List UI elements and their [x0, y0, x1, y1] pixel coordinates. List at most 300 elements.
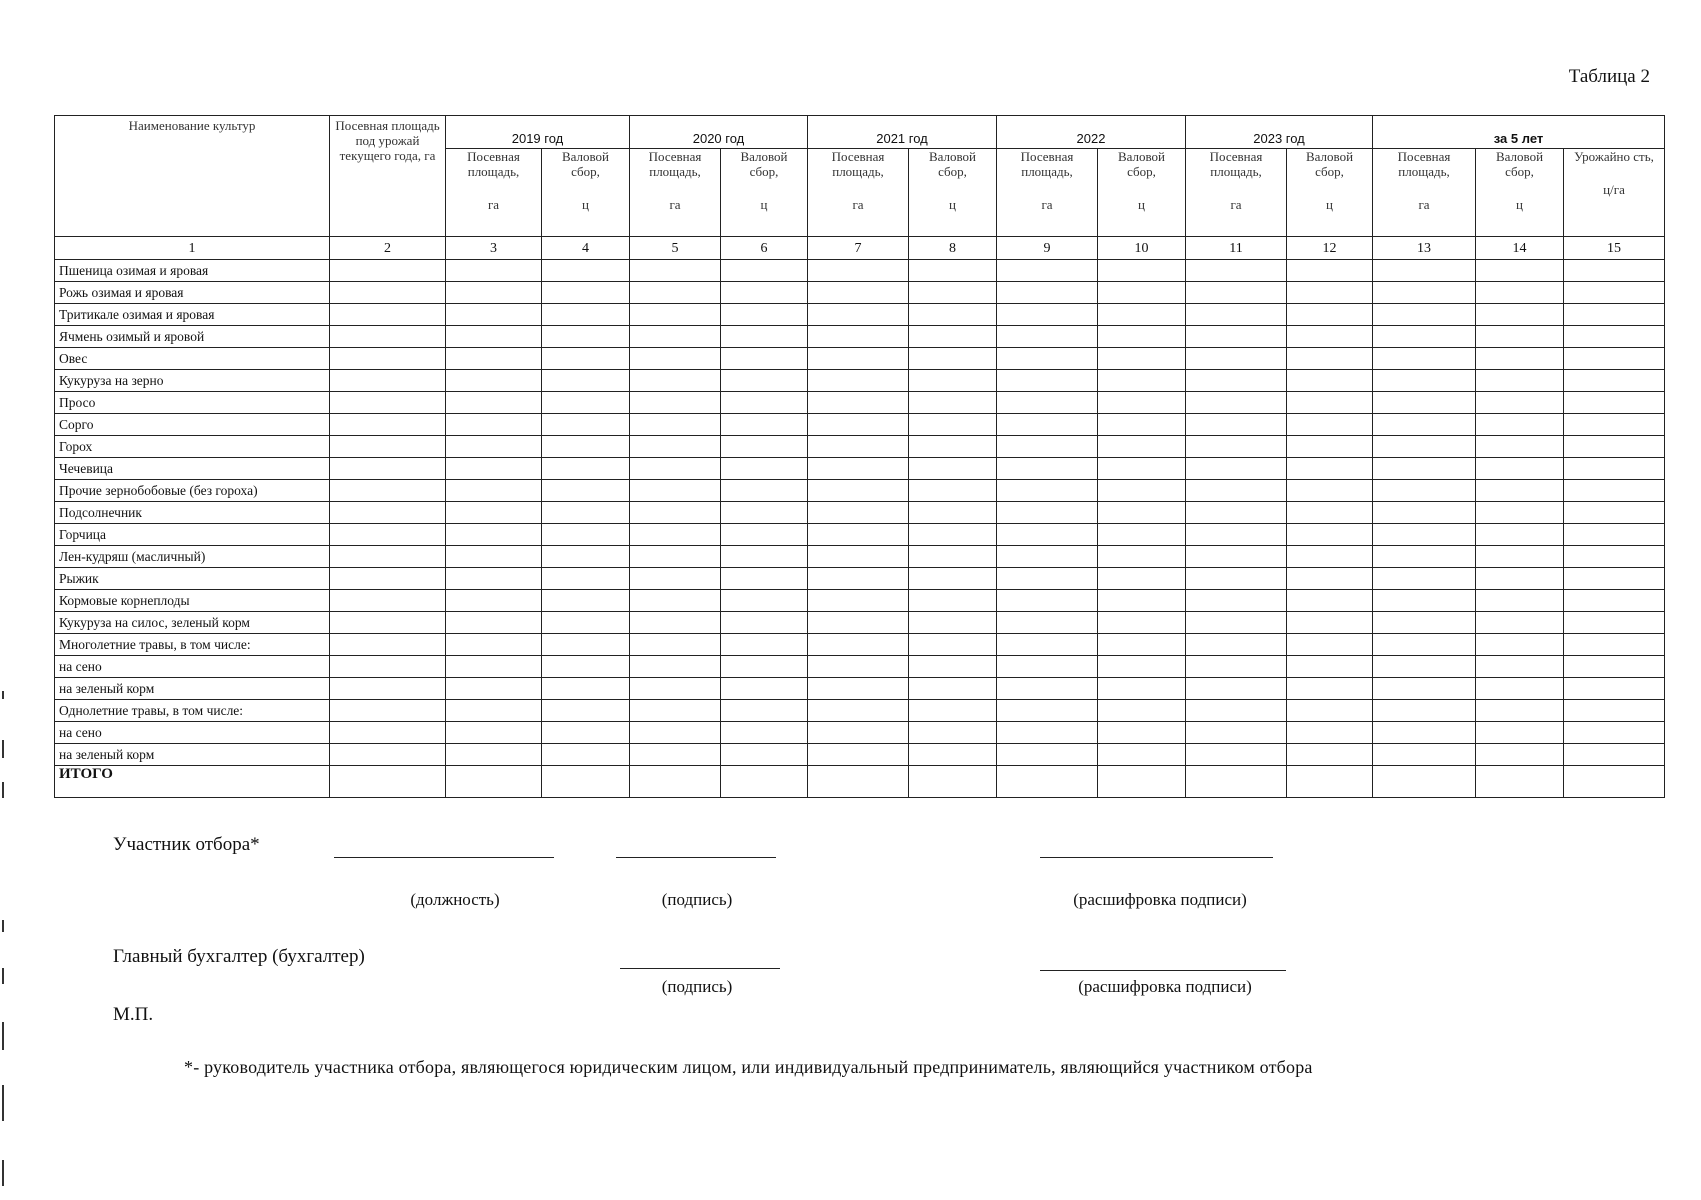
empty-cell[interactable] — [1476, 766, 1564, 798]
empty-cell[interactable] — [808, 722, 909, 744]
empty-cell[interactable] — [1098, 326, 1186, 348]
empty-cell[interactable] — [630, 744, 721, 766]
empty-cell[interactable] — [1186, 634, 1287, 656]
empty-cell[interactable] — [1287, 304, 1373, 326]
empty-cell[interactable] — [1373, 634, 1476, 656]
empty-cell[interactable] — [630, 502, 721, 524]
empty-cell[interactable] — [446, 436, 542, 458]
empty-cell[interactable] — [630, 612, 721, 634]
empty-cell[interactable] — [630, 700, 721, 722]
empty-cell[interactable] — [1476, 260, 1564, 282]
empty-cell[interactable] — [1098, 700, 1186, 722]
empty-cell[interactable] — [808, 568, 909, 590]
empty-cell[interactable] — [1098, 546, 1186, 568]
empty-cell[interactable] — [446, 348, 542, 370]
empty-cell[interactable] — [1098, 766, 1186, 798]
empty-cell[interactable] — [330, 634, 446, 656]
empty-cell[interactable] — [542, 524, 630, 546]
empty-cell[interactable] — [542, 634, 630, 656]
empty-cell[interactable] — [542, 392, 630, 414]
empty-cell[interactable] — [1287, 678, 1373, 700]
empty-cell[interactable] — [1186, 700, 1287, 722]
empty-cell[interactable] — [909, 612, 997, 634]
empty-cell[interactable] — [721, 700, 808, 722]
empty-cell[interactable] — [542, 568, 630, 590]
empty-cell[interactable] — [909, 678, 997, 700]
empty-cell[interactable] — [446, 568, 542, 590]
empty-cell[interactable] — [446, 458, 542, 480]
empty-cell[interactable] — [1186, 348, 1287, 370]
empty-cell[interactable] — [1098, 568, 1186, 590]
empty-cell[interactable] — [1287, 370, 1373, 392]
empty-cell[interactable] — [1287, 436, 1373, 458]
empty-cell[interactable] — [1287, 634, 1373, 656]
empty-cell[interactable] — [330, 326, 446, 348]
empty-cell[interactable] — [1098, 590, 1186, 612]
empty-cell[interactable] — [330, 282, 446, 304]
empty-cell[interactable] — [1564, 304, 1665, 326]
empty-cell[interactable] — [997, 304, 1098, 326]
empty-cell[interactable] — [1098, 480, 1186, 502]
empty-cell[interactable] — [542, 370, 630, 392]
empty-cell[interactable] — [630, 656, 721, 678]
empty-cell[interactable] — [1476, 744, 1564, 766]
empty-cell[interactable] — [542, 282, 630, 304]
empty-cell[interactable] — [330, 612, 446, 634]
empty-cell[interactable] — [997, 568, 1098, 590]
empty-cell[interactable] — [721, 458, 808, 480]
empty-cell[interactable] — [808, 348, 909, 370]
empty-cell[interactable] — [1564, 568, 1665, 590]
empty-cell[interactable] — [330, 678, 446, 700]
empty-cell[interactable] — [446, 766, 542, 798]
empty-cell[interactable] — [1186, 766, 1287, 798]
empty-cell[interactable] — [1476, 282, 1564, 304]
empty-cell[interactable] — [446, 524, 542, 546]
empty-cell[interactable] — [446, 480, 542, 502]
empty-cell[interactable] — [1564, 370, 1665, 392]
empty-cell[interactable] — [1287, 326, 1373, 348]
empty-cell[interactable] — [1564, 766, 1665, 798]
empty-cell[interactable] — [1186, 304, 1287, 326]
empty-cell[interactable] — [1476, 304, 1564, 326]
empty-cell[interactable] — [542, 656, 630, 678]
empty-cell[interactable] — [1186, 392, 1287, 414]
empty-cell[interactable] — [446, 700, 542, 722]
empty-cell[interactable] — [997, 326, 1098, 348]
empty-cell[interactable] — [630, 326, 721, 348]
empty-cell[interactable] — [808, 700, 909, 722]
empty-cell[interactable] — [542, 436, 630, 458]
empty-cell[interactable] — [1098, 348, 1186, 370]
empty-cell[interactable] — [542, 744, 630, 766]
empty-cell[interactable] — [909, 502, 997, 524]
empty-cell[interactable] — [808, 458, 909, 480]
empty-cell[interactable] — [1373, 546, 1476, 568]
empty-cell[interactable] — [721, 436, 808, 458]
empty-cell[interactable] — [997, 634, 1098, 656]
empty-cell[interactable] — [1564, 744, 1665, 766]
empty-cell[interactable] — [330, 480, 446, 502]
empty-cell[interactable] — [446, 546, 542, 568]
empty-cell[interactable] — [909, 766, 997, 798]
empty-cell[interactable] — [1098, 304, 1186, 326]
empty-cell[interactable] — [909, 744, 997, 766]
empty-cell[interactable] — [721, 414, 808, 436]
empty-cell[interactable] — [721, 348, 808, 370]
empty-cell[interactable] — [630, 304, 721, 326]
empty-cell[interactable] — [1564, 722, 1665, 744]
empty-cell[interactable] — [1186, 590, 1287, 612]
empty-cell[interactable] — [1098, 524, 1186, 546]
empty-cell[interactable] — [1373, 590, 1476, 612]
empty-cell[interactable] — [330, 700, 446, 722]
empty-cell[interactable] — [630, 348, 721, 370]
empty-cell[interactable] — [1476, 392, 1564, 414]
empty-cell[interactable] — [997, 546, 1098, 568]
empty-cell[interactable] — [808, 612, 909, 634]
empty-cell[interactable] — [1564, 480, 1665, 502]
empty-cell[interactable] — [721, 590, 808, 612]
empty-cell[interactable] — [1476, 370, 1564, 392]
empty-cell[interactable] — [721, 326, 808, 348]
empty-cell[interactable] — [1476, 326, 1564, 348]
empty-cell[interactable] — [330, 414, 446, 436]
empty-cell[interactable] — [721, 568, 808, 590]
empty-cell[interactable] — [808, 326, 909, 348]
empty-cell[interactable] — [909, 260, 997, 282]
empty-cell[interactable] — [1564, 524, 1665, 546]
empty-cell[interactable] — [997, 480, 1098, 502]
empty-cell[interactable] — [1098, 722, 1186, 744]
empty-cell[interactable] — [721, 392, 808, 414]
empty-cell[interactable] — [1098, 656, 1186, 678]
empty-cell[interactable] — [542, 590, 630, 612]
empty-cell[interactable] — [446, 304, 542, 326]
empty-cell[interactable] — [808, 502, 909, 524]
empty-cell[interactable] — [1564, 436, 1665, 458]
empty-cell[interactable] — [1564, 656, 1665, 678]
empty-cell[interactable] — [808, 304, 909, 326]
empty-cell[interactable] — [997, 612, 1098, 634]
empty-cell[interactable] — [1287, 568, 1373, 590]
empty-cell[interactable] — [542, 260, 630, 282]
empty-cell[interactable] — [542, 480, 630, 502]
empty-cell[interactable] — [330, 458, 446, 480]
empty-cell[interactable] — [630, 414, 721, 436]
empty-cell[interactable] — [808, 678, 909, 700]
empty-cell[interactable] — [1564, 414, 1665, 436]
empty-cell[interactable] — [1186, 414, 1287, 436]
empty-cell[interactable] — [909, 722, 997, 744]
empty-cell[interactable] — [330, 546, 446, 568]
empty-cell[interactable] — [721, 678, 808, 700]
empty-cell[interactable] — [1373, 260, 1476, 282]
empty-cell[interactable] — [630, 634, 721, 656]
empty-cell[interactable] — [542, 502, 630, 524]
empty-cell[interactable] — [1186, 502, 1287, 524]
empty-cell[interactable] — [630, 370, 721, 392]
empty-cell[interactable] — [721, 304, 808, 326]
empty-cell[interactable] — [330, 656, 446, 678]
empty-cell[interactable] — [808, 590, 909, 612]
empty-cell[interactable] — [721, 546, 808, 568]
empty-cell[interactable] — [1186, 744, 1287, 766]
empty-cell[interactable] — [630, 590, 721, 612]
empty-cell[interactable] — [1476, 722, 1564, 744]
empty-cell[interactable] — [1098, 370, 1186, 392]
empty-cell[interactable] — [1287, 260, 1373, 282]
empty-cell[interactable] — [1186, 480, 1287, 502]
empty-cell[interactable] — [630, 678, 721, 700]
empty-cell[interactable] — [1287, 722, 1373, 744]
empty-cell[interactable] — [808, 480, 909, 502]
empty-cell[interactable] — [909, 436, 997, 458]
empty-cell[interactable] — [808, 414, 909, 436]
empty-cell[interactable] — [1287, 392, 1373, 414]
empty-cell[interactable] — [1373, 678, 1476, 700]
empty-cell[interactable] — [542, 546, 630, 568]
empty-cell[interactable] — [1564, 678, 1665, 700]
empty-cell[interactable] — [446, 282, 542, 304]
empty-cell[interactable] — [997, 590, 1098, 612]
empty-cell[interactable] — [909, 480, 997, 502]
empty-cell[interactable] — [542, 414, 630, 436]
empty-cell[interactable] — [1186, 612, 1287, 634]
empty-cell[interactable] — [1098, 612, 1186, 634]
empty-cell[interactable] — [1098, 634, 1186, 656]
empty-cell[interactable] — [1098, 436, 1186, 458]
empty-cell[interactable] — [1564, 260, 1665, 282]
empty-cell[interactable] — [997, 502, 1098, 524]
empty-cell[interactable] — [630, 524, 721, 546]
empty-cell[interactable] — [909, 414, 997, 436]
empty-cell[interactable] — [997, 260, 1098, 282]
empty-cell[interactable] — [1186, 678, 1287, 700]
empty-cell[interactable] — [446, 590, 542, 612]
empty-cell[interactable] — [808, 260, 909, 282]
empty-cell[interactable] — [446, 370, 542, 392]
empty-cell[interactable] — [330, 392, 446, 414]
empty-cell[interactable] — [1373, 326, 1476, 348]
empty-cell[interactable] — [909, 524, 997, 546]
empty-cell[interactable] — [630, 392, 721, 414]
empty-cell[interactable] — [542, 348, 630, 370]
empty-cell[interactable] — [808, 546, 909, 568]
empty-cell[interactable] — [1098, 282, 1186, 304]
empty-cell[interactable] — [1564, 502, 1665, 524]
empty-cell[interactable] — [997, 436, 1098, 458]
empty-cell[interactable] — [330, 744, 446, 766]
empty-cell[interactable] — [330, 260, 446, 282]
empty-cell[interactable] — [721, 524, 808, 546]
empty-cell[interactable] — [542, 458, 630, 480]
empty-cell[interactable] — [542, 612, 630, 634]
empty-cell[interactable] — [542, 304, 630, 326]
empty-cell[interactable] — [997, 414, 1098, 436]
empty-cell[interactable] — [1098, 392, 1186, 414]
empty-cell[interactable] — [997, 656, 1098, 678]
empty-cell[interactable] — [1098, 414, 1186, 436]
empty-cell[interactable] — [1287, 414, 1373, 436]
empty-cell[interactable] — [446, 634, 542, 656]
empty-cell[interactable] — [1564, 326, 1665, 348]
empty-cell[interactable] — [446, 326, 542, 348]
empty-cell[interactable] — [630, 546, 721, 568]
empty-cell[interactable] — [909, 458, 997, 480]
empty-cell[interactable] — [997, 678, 1098, 700]
empty-cell[interactable] — [997, 744, 1098, 766]
empty-cell[interactable] — [909, 634, 997, 656]
empty-cell[interactable] — [1564, 590, 1665, 612]
empty-cell[interactable] — [1373, 612, 1476, 634]
empty-cell[interactable] — [1186, 370, 1287, 392]
empty-cell[interactable] — [808, 656, 909, 678]
empty-cell[interactable] — [1287, 502, 1373, 524]
empty-cell[interactable] — [1098, 744, 1186, 766]
empty-cell[interactable] — [446, 612, 542, 634]
empty-cell[interactable] — [446, 502, 542, 524]
empty-cell[interactable] — [1476, 546, 1564, 568]
empty-cell[interactable] — [1564, 458, 1665, 480]
empty-cell[interactable] — [1373, 458, 1476, 480]
empty-cell[interactable] — [1186, 458, 1287, 480]
empty-cell[interactable] — [330, 524, 446, 546]
empty-cell[interactable] — [1476, 458, 1564, 480]
empty-cell[interactable] — [1476, 590, 1564, 612]
empty-cell[interactable] — [542, 700, 630, 722]
empty-cell[interactable] — [1287, 766, 1373, 798]
empty-cell[interactable] — [909, 348, 997, 370]
empty-cell[interactable] — [1564, 392, 1665, 414]
empty-cell[interactable] — [909, 700, 997, 722]
empty-cell[interactable] — [808, 634, 909, 656]
empty-cell[interactable] — [542, 766, 630, 798]
empty-cell[interactable] — [1287, 282, 1373, 304]
empty-cell[interactable] — [1373, 722, 1476, 744]
empty-cell[interactable] — [1373, 304, 1476, 326]
empty-cell[interactable] — [1373, 436, 1476, 458]
empty-cell[interactable] — [721, 612, 808, 634]
empty-cell[interactable] — [909, 568, 997, 590]
empty-cell[interactable] — [1186, 524, 1287, 546]
empty-cell[interactable] — [446, 678, 542, 700]
empty-cell[interactable] — [1098, 458, 1186, 480]
empty-cell[interactable] — [1186, 260, 1287, 282]
empty-cell[interactable] — [1476, 634, 1564, 656]
empty-cell[interactable] — [1098, 678, 1186, 700]
empty-cell[interactable] — [1476, 612, 1564, 634]
empty-cell[interactable] — [997, 766, 1098, 798]
empty-cell[interactable] — [1373, 348, 1476, 370]
empty-cell[interactable] — [1186, 436, 1287, 458]
empty-cell[interactable] — [1373, 480, 1476, 502]
empty-cell[interactable] — [1476, 502, 1564, 524]
empty-cell[interactable] — [630, 722, 721, 744]
empty-cell[interactable] — [630, 568, 721, 590]
empty-cell[interactable] — [1287, 348, 1373, 370]
empty-cell[interactable] — [1373, 282, 1476, 304]
empty-cell[interactable] — [1564, 634, 1665, 656]
empty-cell[interactable] — [630, 436, 721, 458]
empty-cell[interactable] — [1373, 766, 1476, 798]
empty-cell[interactable] — [1373, 392, 1476, 414]
empty-cell[interactable] — [997, 458, 1098, 480]
empty-cell[interactable] — [721, 744, 808, 766]
empty-cell[interactable] — [808, 766, 909, 798]
empty-cell[interactable] — [1287, 458, 1373, 480]
empty-cell[interactable] — [721, 370, 808, 392]
empty-cell[interactable] — [1287, 744, 1373, 766]
empty-cell[interactable] — [1476, 656, 1564, 678]
empty-cell[interactable] — [1287, 612, 1373, 634]
empty-cell[interactable] — [1287, 524, 1373, 546]
empty-cell[interactable] — [1373, 656, 1476, 678]
empty-cell[interactable] — [808, 744, 909, 766]
empty-cell[interactable] — [1564, 348, 1665, 370]
empty-cell[interactable] — [1186, 656, 1287, 678]
empty-cell[interactable] — [1476, 568, 1564, 590]
empty-cell[interactable] — [721, 282, 808, 304]
empty-cell[interactable] — [542, 326, 630, 348]
empty-cell[interactable] — [330, 502, 446, 524]
empty-cell[interactable] — [1186, 282, 1287, 304]
empty-cell[interactable] — [446, 744, 542, 766]
empty-cell[interactable] — [1564, 546, 1665, 568]
empty-cell[interactable] — [630, 458, 721, 480]
empty-cell[interactable] — [1476, 348, 1564, 370]
empty-cell[interactable] — [330, 348, 446, 370]
empty-cell[interactable] — [446, 414, 542, 436]
empty-cell[interactable] — [909, 304, 997, 326]
empty-cell[interactable] — [1186, 546, 1287, 568]
empty-cell[interactable] — [1098, 260, 1186, 282]
empty-cell[interactable] — [330, 722, 446, 744]
empty-cell[interactable] — [909, 392, 997, 414]
empty-cell[interactable] — [542, 722, 630, 744]
empty-cell[interactable] — [1476, 436, 1564, 458]
empty-cell[interactable] — [630, 282, 721, 304]
empty-cell[interactable] — [630, 260, 721, 282]
empty-cell[interactable] — [1186, 568, 1287, 590]
empty-cell[interactable] — [330, 568, 446, 590]
empty-cell[interactable] — [330, 436, 446, 458]
empty-cell[interactable] — [997, 700, 1098, 722]
empty-cell[interactable] — [997, 524, 1098, 546]
empty-cell[interactable] — [630, 480, 721, 502]
empty-cell[interactable] — [1564, 612, 1665, 634]
empty-cell[interactable] — [997, 370, 1098, 392]
empty-cell[interactable] — [1373, 700, 1476, 722]
empty-cell[interactable] — [330, 590, 446, 612]
empty-cell[interactable] — [446, 722, 542, 744]
empty-cell[interactable] — [446, 392, 542, 414]
empty-cell[interactable] — [808, 392, 909, 414]
empty-cell[interactable] — [721, 480, 808, 502]
empty-cell[interactable] — [1476, 480, 1564, 502]
empty-cell[interactable] — [808, 436, 909, 458]
empty-cell[interactable] — [721, 656, 808, 678]
empty-cell[interactable] — [997, 282, 1098, 304]
empty-cell[interactable] — [446, 656, 542, 678]
empty-cell[interactable] — [1373, 524, 1476, 546]
empty-cell[interactable] — [330, 304, 446, 326]
empty-cell[interactable] — [808, 524, 909, 546]
empty-cell[interactable] — [909, 282, 997, 304]
empty-cell[interactable] — [1373, 744, 1476, 766]
empty-cell[interactable] — [1373, 414, 1476, 436]
empty-cell[interactable] — [1476, 678, 1564, 700]
